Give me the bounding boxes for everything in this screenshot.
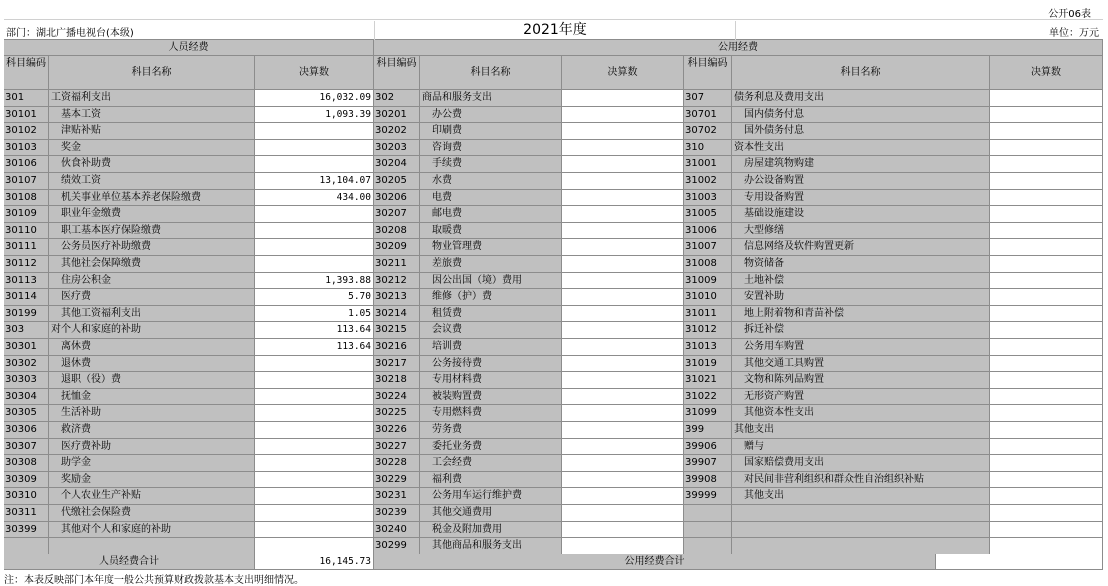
row-amount-cell[interactable]: 1,393.88 (255, 273, 374, 289)
row-code-cell[interactable]: 30701 (684, 107, 732, 123)
col-header-code: 科目编码 (684, 56, 732, 90)
row-name-cell[interactable]: 医疗费补助 (49, 439, 255, 455)
row-code-cell[interactable]: 31022 (684, 389, 732, 405)
row-amount-cell[interactable] (990, 256, 1103, 273)
row-code-cell[interactable]: 30107 (4, 173, 49, 190)
row-name-cell[interactable] (49, 538, 255, 555)
unit-label: 单位：万元 (1049, 28, 1099, 39)
row-amount-cell[interactable] (990, 389, 1103, 405)
row-amount-cell[interactable] (255, 156, 374, 173)
row-name-cell[interactable]: 其他支出 (732, 422, 990, 439)
row-name-cell[interactable]: 基础设施建设 (732, 206, 990, 223)
row-amount-cell[interactable] (562, 190, 684, 206)
row-amount-cell[interactable] (990, 405, 1103, 422)
row-code-cell[interactable]: 31009 (684, 273, 732, 289)
row-code-cell[interactable]: 31005 (684, 206, 732, 223)
row-code-cell[interactable]: 30308 (4, 455, 49, 472)
row-name-cell[interactable]: 助学金 (49, 455, 255, 472)
row-name-cell[interactable]: 电费 (420, 190, 562, 206)
row-amount-cell[interactable] (562, 439, 684, 455)
row-amount-cell[interactable] (255, 256, 374, 273)
row-code-cell[interactable]: 310 (684, 140, 732, 156)
row-amount-cell[interactable] (562, 322, 684, 339)
row-amount-cell[interactable] (562, 123, 684, 140)
row-name-cell[interactable]: 债务利息及费用支出 (732, 90, 990, 107)
row-name-cell[interactable]: 印刷费 (420, 123, 562, 140)
personnel-total-label: 人员经费合计 (4, 554, 255, 570)
row-name-cell[interactable]: 其他商品和服务支出 (420, 538, 562, 555)
row-amount-cell[interactable] (990, 206, 1103, 223)
row-code-cell[interactable]: 301 (4, 90, 49, 107)
row-amount-cell[interactable] (990, 505, 1103, 522)
row-amount-cell[interactable] (990, 156, 1103, 173)
row-code-cell[interactable]: 30311 (4, 505, 49, 522)
row-code-cell[interactable]: 30108 (4, 190, 49, 206)
row-code-cell[interactable]: 30303 (4, 372, 49, 389)
row-code-cell[interactable]: 30307 (4, 439, 49, 455)
form-number: 公开06表 (1048, 9, 1091, 20)
row-name-cell[interactable]: 房屋建筑物购建 (732, 156, 990, 173)
row-name-cell[interactable]: 公务用车购置 (732, 339, 990, 356)
row-amount-cell[interactable] (562, 273, 684, 289)
row-name-cell[interactable]: 其他交通费用 (420, 505, 562, 522)
public-group-header: 公用经费 (374, 40, 1103, 56)
row-name-cell[interactable]: 信息网络及软件购置更新 (732, 239, 990, 256)
row-name-cell[interactable]: 生活补助 (49, 405, 255, 422)
row-name-cell[interactable]: 商品和服务支出 (420, 90, 562, 107)
row-name-cell[interactable]: 物资储备 (732, 256, 990, 273)
row-name-cell[interactable]: 对民间非营利组织和群众性自治组织补贴 (732, 472, 990, 488)
row-name-cell[interactable]: 取暖费 (420, 223, 562, 239)
row-name-cell[interactable]: 办公设备购置 (732, 173, 990, 190)
title-row (4, 21, 1103, 40)
row-amount-cell[interactable] (562, 389, 684, 405)
row-amount-cell[interactable]: 113.64 (255, 322, 374, 339)
row-code-cell[interactable]: 30240 (374, 522, 420, 538)
row-name-cell[interactable]: 差旅费 (420, 256, 562, 273)
row-name-cell[interactable]: 其他社会保障缴费 (49, 256, 255, 273)
row-name-cell[interactable]: 其他交通工具购置 (732, 356, 990, 372)
row-code-cell[interactable]: 31008 (684, 256, 732, 273)
row-code-cell[interactable]: 30304 (4, 389, 49, 405)
row-code-cell[interactable]: 30211 (374, 256, 420, 273)
row-code-cell[interactable]: 31006 (684, 223, 732, 239)
row-amount-cell[interactable] (990, 90, 1103, 107)
row-code-cell[interactable]: 30206 (374, 190, 420, 206)
row-amount-cell[interactable] (562, 173, 684, 190)
row-code-cell[interactable]: 31003 (684, 190, 732, 206)
row-amount-cell[interactable] (562, 522, 684, 538)
row-code-cell[interactable]: 39906 (684, 439, 732, 455)
row-name-cell[interactable]: 公务接待费 (420, 356, 562, 372)
row-amount-cell[interactable] (990, 339, 1103, 356)
row-amount-cell[interactable] (255, 223, 374, 239)
row-code-cell[interactable]: 30214 (374, 306, 420, 322)
row-code-cell[interactable]: 30225 (374, 405, 420, 422)
row-amount-cell[interactable] (255, 140, 374, 156)
row-name-cell[interactable]: 其他资本性支出 (732, 405, 990, 422)
row-name-cell[interactable]: 专用燃料费 (420, 405, 562, 422)
row-code-cell[interactable]: 302 (374, 90, 420, 107)
row-name-cell[interactable]: 维修（护）费 (420, 289, 562, 306)
row-name-cell[interactable]: 工会经费 (420, 455, 562, 472)
row-name-cell[interactable] (732, 538, 990, 555)
row-name-cell[interactable]: 国外债务付息 (732, 123, 990, 140)
row-code-cell[interactable]: 39908 (684, 472, 732, 488)
row-amount-cell[interactable] (990, 356, 1103, 372)
row-amount-cell[interactable] (562, 505, 684, 522)
col-header-name: 科目名称 (49, 56, 255, 90)
public-total-value (936, 554, 1103, 570)
row-amount-cell[interactable]: 5.70 (255, 289, 374, 306)
row-amount-cell[interactable] (990, 289, 1103, 306)
row-code-cell[interactable]: 30302 (4, 356, 49, 372)
row-amount-cell[interactable] (562, 107, 684, 123)
row-code-cell[interactable]: 30113 (4, 273, 49, 289)
row-name-cell[interactable]: 被装购置费 (420, 389, 562, 405)
row-amount-cell[interactable]: 113.64 (255, 339, 374, 356)
row-name-cell[interactable]: 退职（役）费 (49, 372, 255, 389)
row-amount-cell[interactable] (255, 206, 374, 223)
col-header-name: 科目名称 (420, 56, 562, 90)
row-code-cell[interactable]: 30102 (4, 123, 49, 140)
row-code-cell[interactable]: 31099 (684, 405, 732, 422)
footnote: 注：本表反映部门本年度一般公共预算财政拨款基本支出明细情况。 (4, 575, 304, 586)
row-name-cell[interactable]: 抚恤金 (49, 389, 255, 405)
row-name-cell[interactable]: 救济费 (49, 422, 255, 439)
row-code-cell[interactable]: 31013 (684, 339, 732, 356)
row-amount-cell[interactable] (990, 107, 1103, 123)
row-amount-cell[interactable] (562, 156, 684, 173)
row-code-cell[interactable]: 30114 (4, 289, 49, 306)
row-code-cell[interactable]: 30305 (4, 405, 49, 422)
row-code-cell[interactable]: 30212 (374, 273, 420, 289)
row-amount-cell[interactable] (990, 455, 1103, 472)
row-name-cell[interactable]: 个人农业生产补贴 (49, 488, 255, 505)
row-amount-cell[interactable] (990, 140, 1103, 156)
row-name-cell[interactable]: 租赁费 (420, 306, 562, 322)
row-amount-cell[interactable] (255, 389, 374, 405)
row-name-cell[interactable]: 专用材料费 (420, 372, 562, 389)
row-code-cell[interactable] (684, 505, 732, 522)
row-name-cell[interactable]: 其他支出 (732, 488, 990, 505)
row-name-cell[interactable]: 劳务费 (420, 422, 562, 439)
row-amount-cell[interactable] (255, 505, 374, 522)
row-code-cell[interactable]: 30112 (4, 256, 49, 273)
year-title: 2021年度 (374, 21, 736, 40)
row-amount-cell[interactable] (990, 239, 1103, 256)
row-amount-cell[interactable] (990, 439, 1103, 455)
row-code-cell[interactable]: 31011 (684, 306, 732, 322)
row-amount-cell[interactable] (562, 223, 684, 239)
row-amount-cell[interactable] (990, 173, 1103, 190)
row-amount-cell[interactable] (990, 372, 1103, 389)
row-code-cell[interactable]: 30224 (374, 389, 420, 405)
row-code-cell[interactable]: 30201 (374, 107, 420, 123)
row-code-cell[interactable]: 307 (684, 90, 732, 107)
row-name-cell[interactable]: 其他工资福利支出 (49, 306, 255, 322)
row-code-cell[interactable]: 31012 (684, 322, 732, 339)
row-name-cell[interactable]: 奖金 (49, 140, 255, 156)
row-name-cell[interactable]: 大型修缮 (732, 223, 990, 239)
row-code-cell[interactable]: 30227 (374, 439, 420, 455)
row-code-cell[interactable]: 30203 (374, 140, 420, 156)
row-name-cell[interactable]: 培训费 (420, 339, 562, 356)
row-code-cell[interactable]: 30310 (4, 488, 49, 505)
row-name-cell[interactable]: 手续费 (420, 156, 562, 173)
row-name-cell[interactable]: 离休费 (49, 339, 255, 356)
row-code-cell[interactable]: 30216 (374, 339, 420, 356)
row-name-cell[interactable]: 水费 (420, 173, 562, 190)
row-code-cell[interactable]: 31019 (684, 356, 732, 372)
row-code-cell[interactable]: 39907 (684, 455, 732, 472)
row-name-cell[interactable]: 基本工资 (49, 107, 255, 123)
personnel-total-value: 16,145.73 (255, 554, 374, 570)
public-total-label: 公用经费合计 (374, 554, 936, 570)
row-code-cell[interactable]: 39999 (684, 488, 732, 505)
row-code-cell[interactable]: 30229 (374, 472, 420, 488)
row-code-cell[interactable]: 30109 (4, 206, 49, 223)
row-code-cell[interactable]: 30202 (374, 123, 420, 140)
row-name-cell[interactable] (732, 522, 990, 538)
row-code-cell[interactable]: 30215 (374, 322, 420, 339)
row-name-cell[interactable]: 无形资产购置 (732, 389, 990, 405)
row-code-cell[interactable]: 30306 (4, 422, 49, 439)
row-amount-cell[interactable]: 1.05 (255, 306, 374, 322)
row-name-cell[interactable]: 职业年金缴费 (49, 206, 255, 223)
row-amount-cell[interactable] (255, 455, 374, 472)
row-code-cell[interactable]: 303 (4, 322, 49, 339)
row-amount-cell[interactable] (562, 488, 684, 505)
row-code-cell[interactable]: 31021 (684, 372, 732, 389)
row-code-cell[interactable]: 30204 (374, 156, 420, 173)
row-amount-cell[interactable]: 1,093.39 (255, 107, 374, 123)
row-name-cell[interactable]: 文物和陈列品购置 (732, 372, 990, 389)
row-name-cell[interactable]: 国内债务付息 (732, 107, 990, 123)
row-name-cell[interactable]: 住房公积金 (49, 273, 255, 289)
row-amount-cell[interactable] (255, 239, 374, 256)
row-amount-cell[interactable] (990, 522, 1103, 538)
row-amount-cell[interactable] (990, 306, 1103, 322)
row-amount-cell[interactable] (562, 306, 684, 322)
row-name-cell[interactable]: 安置补助 (732, 289, 990, 306)
row-name-cell[interactable] (732, 505, 990, 522)
row-name-cell[interactable]: 物业管理费 (420, 239, 562, 256)
row-code-cell[interactable]: 30213 (374, 289, 420, 306)
row-amount-cell[interactable] (255, 522, 374, 538)
row-name-cell[interactable]: 其他对个人和家庭的补助 (49, 522, 255, 538)
row-code-cell[interactable]: 30208 (374, 223, 420, 239)
row-amount-cell[interactable] (990, 273, 1103, 289)
row-name-cell[interactable]: 办公费 (420, 107, 562, 123)
row-code-cell[interactable]: 30239 (374, 505, 420, 522)
row-amount-cell[interactable] (255, 439, 374, 455)
row-code-cell[interactable]: 30207 (374, 206, 420, 223)
row-name-cell[interactable]: 机关事业单位基本养老保险缴费 (49, 190, 255, 206)
row-name-cell[interactable]: 代缴社会保险费 (49, 505, 255, 522)
row-name-cell[interactable]: 公务员医疗补助缴费 (49, 239, 255, 256)
row-name-cell[interactable]: 税金及附加费用 (420, 522, 562, 538)
row-amount-cell[interactable] (990, 223, 1103, 239)
row-code-cell[interactable]: 30110 (4, 223, 49, 239)
row-amount-cell[interactable] (255, 538, 374, 555)
row-name-cell[interactable]: 委托业务费 (420, 439, 562, 455)
col-header-code: 科目编码 (374, 56, 420, 90)
row-amount-cell[interactable] (562, 140, 684, 156)
row-code-cell[interactable]: 30309 (4, 472, 49, 488)
row-amount-cell[interactable] (255, 356, 374, 372)
row-amount-cell[interactable] (562, 472, 684, 488)
row-amount-cell[interactable] (255, 488, 374, 505)
row-amount-cell[interactable]: 13,104.07 (255, 173, 374, 190)
col-header-amount: 决算数 (990, 56, 1103, 90)
row-amount-cell[interactable] (562, 405, 684, 422)
row-amount-cell[interactable] (562, 339, 684, 356)
row-name-cell[interactable]: 职工基本医疗保险缴费 (49, 223, 255, 239)
row-amount-cell[interactable] (562, 356, 684, 372)
row-name-cell[interactable]: 赠与 (732, 439, 990, 455)
row-name-cell[interactable]: 工资福利支出 (49, 90, 255, 107)
row-amount-cell[interactable] (990, 538, 1103, 555)
row-code-cell[interactable] (684, 522, 732, 538)
row-name-cell[interactable]: 专用设备购置 (732, 190, 990, 206)
personnel-group-header: 人员经费 (4, 40, 374, 56)
row-code-cell[interactable]: 30205 (374, 173, 420, 190)
row-amount-cell[interactable] (990, 488, 1103, 505)
row-code-cell[interactable]: 30228 (374, 455, 420, 472)
row-name-cell[interactable]: 伙食补助费 (49, 156, 255, 173)
department-label: 部门：湖北广播电视台(本级) (6, 28, 134, 39)
row-amount-cell[interactable] (562, 455, 684, 472)
row-code-cell[interactable]: 30301 (4, 339, 49, 356)
row-amount-cell[interactable] (562, 256, 684, 273)
row-name-cell[interactable]: 奖励金 (49, 472, 255, 488)
row-code-cell[interactable]: 30399 (4, 522, 49, 538)
row-code-cell[interactable]: 30209 (374, 239, 420, 256)
row-amount-cell[interactable] (562, 239, 684, 256)
col-header-code: 科目编码 (4, 56, 49, 90)
row-amount-cell[interactable] (255, 422, 374, 439)
row-name-cell[interactable]: 退休费 (49, 356, 255, 372)
row-name-cell[interactable]: 因公出国（境）费用 (420, 273, 562, 289)
row-code-cell[interactable]: 30226 (374, 422, 420, 439)
row-amount-cell[interactable] (255, 372, 374, 389)
row-code-cell[interactable]: 30218 (374, 372, 420, 389)
col-header-amount: 决算数 (255, 56, 374, 90)
row-code-cell[interactable]: 30217 (374, 356, 420, 372)
row-amount-cell[interactable] (562, 90, 684, 107)
row-code-cell[interactable]: 31001 (684, 156, 732, 173)
row-code-cell[interactable]: 399 (684, 422, 732, 439)
row-name-cell[interactable]: 国家赔偿费用支出 (732, 455, 990, 472)
row-amount-cell[interactable]: 434.00 (255, 190, 374, 206)
row-amount-cell[interactable] (255, 123, 374, 140)
row-code-cell[interactable] (4, 538, 49, 555)
row-code-cell[interactable]: 30231 (374, 488, 420, 505)
row-code-cell[interactable]: 30101 (4, 107, 49, 123)
row-amount-cell[interactable] (990, 322, 1103, 339)
row-name-cell[interactable]: 咨询费 (420, 140, 562, 156)
row-amount-cell[interactable] (990, 123, 1103, 140)
row-name-cell[interactable]: 对个人和家庭的补助 (49, 322, 255, 339)
row-name-cell[interactable]: 福利费 (420, 472, 562, 488)
row-code-cell[interactable]: 30702 (684, 123, 732, 140)
row-code-cell[interactable]: 31007 (684, 239, 732, 256)
col-header-amount: 决算数 (562, 56, 684, 90)
row-name-cell[interactable]: 土地补偿 (732, 273, 990, 289)
row-name-cell[interactable]: 拆迁补偿 (732, 322, 990, 339)
row-amount-cell[interactable] (255, 472, 374, 488)
row-amount-cell[interactable] (990, 190, 1103, 206)
row-amount-cell[interactable] (562, 206, 684, 223)
row-amount-cell[interactable] (990, 422, 1103, 439)
row-code-cell[interactable]: 31010 (684, 289, 732, 306)
row-code-cell[interactable] (684, 538, 732, 555)
row-amount-cell[interactable] (562, 372, 684, 389)
row-code-cell[interactable]: 31002 (684, 173, 732, 190)
row-amount-cell[interactable] (990, 472, 1103, 488)
row-name-cell[interactable]: 医疗费 (49, 289, 255, 306)
row-code-cell[interactable]: 30106 (4, 156, 49, 173)
row-name-cell[interactable]: 公务用车运行维护费 (420, 488, 562, 505)
row-amount-cell[interactable]: 16,032.09 (255, 90, 374, 107)
row-name-cell[interactable]: 会议费 (420, 322, 562, 339)
row-code-cell[interactable]: 30299 (374, 538, 420, 555)
row-code-cell[interactable]: 30111 (4, 239, 49, 256)
row-name-cell[interactable]: 津贴补贴 (49, 123, 255, 140)
row-amount-cell[interactable] (255, 405, 374, 422)
col-header-name: 科目名称 (732, 56, 990, 90)
row-name-cell[interactable]: 绩效工资 (49, 173, 255, 190)
row-amount-cell[interactable] (562, 289, 684, 306)
form-number-row (4, 4, 1103, 20)
row-name-cell[interactable]: 地上附着物和青苗补偿 (732, 306, 990, 322)
row-name-cell[interactable]: 邮电费 (420, 206, 562, 223)
row-amount-cell[interactable] (562, 422, 684, 439)
row-code-cell[interactable]: 30103 (4, 140, 49, 156)
row-name-cell[interactable]: 资本性支出 (732, 140, 990, 156)
row-code-cell[interactable]: 30199 (4, 306, 49, 322)
row-amount-cell[interactable] (562, 538, 684, 555)
